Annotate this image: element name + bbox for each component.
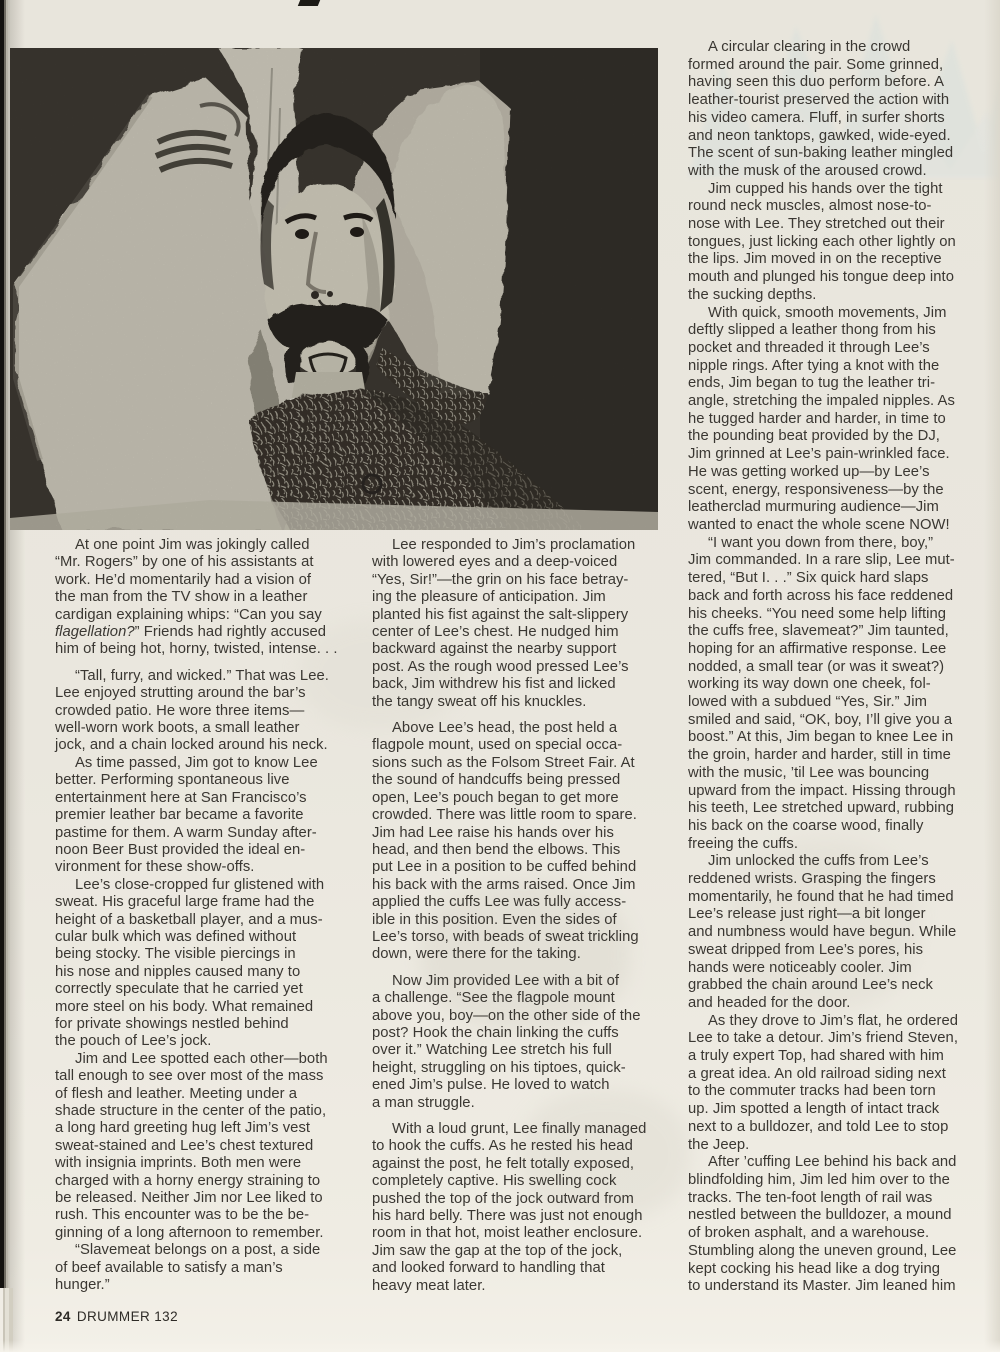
paragraph: After ’cuffing Lee behind his back and blindfolding him, Jim led him over to the tracks. The ten-foot length of rail was nestled between the bulldozer, a mound of broken asphalt, and a warehouse. Stumbling along the uneven ground, Lee kept cocking his head like a dog trying to understand its Master. Jim leaned him xyxy=(688,1154,957,1295)
scan-edge-left xyxy=(0,0,10,1292)
paragraph: With a loud grunt, Lee finally managed to hook the cuffs. As he rested his head against the post, he felt totally exposed, completely captive. His swelling cock pushed the top of the jock outward from his hard belly. There was just not enough room in that hot, moist leather enclosure. Jim saw the gap at the top of the jock, and looked forward to handling that heavy meat later. xyxy=(372,1121,647,1294)
article-photo xyxy=(10,48,658,530)
paragraph: Lee responded to Jim’s proclamation with lowered eyes and a deep-voiced “Yes, Sir!”—the grin on his face betray- ing the pleasure of anticipation. Jim planted his fist against the salt-slippery center of Lee’s chest. He nudged him backward against the nearby support post. As the rough wood pressed Lee’s back, Jim withdrew his fist and licked the tangy sweat off his knuckles. xyxy=(372,537,636,710)
paragraph: With quick, smooth movements, Jim deftly slipped a leather thong from his pocket and threaded it through Lee’s nipple rings. After tying a knot with the ends, Jim began to tug the leather tri- angle, stretching the impaled nipples. As he tugged harder and harder, in time to the pounding beat provided by the DJ, Jim grinned at Lee’s pain-wrinkled face. He was getting worked up—by Lee’s scent, energy, responsiveness—by the leatherclad murmuring audience—Jim wanted to enact the whole scene NOW! xyxy=(688,304,955,533)
scan-edge-bottom xyxy=(0,1340,1000,1352)
article-column-right xyxy=(688,39,990,1296)
paragraph: “Slavemeat belongs on a post, a side of beef available to satisfy a man’s hunger.” xyxy=(55,1242,321,1294)
page-footer xyxy=(55,1309,178,1324)
paragraph: Jim cupped his hands over the tight round neck muscles, almost nose-to- nose with Lee. They stretched out their tongues, just licking each other lightly on the lips. Jim moved in on the receptive mouth and plunged his tongue deep into the sucking depths. xyxy=(688,180,956,303)
scan-mark-top xyxy=(298,0,320,6)
paragraph: Jim unlocked the cuffs from Lee’s reddened wrists. Grasping the fingers momentarily, he found that he had timed Lee’s release just right—a bit longer and numbness would have begun. While sweat dripped from Lee’s pores, his hands were noticeably cooler. Jim grabbed the chain around Lee’s neck and headed for the door. xyxy=(688,853,957,1011)
halftone-photo-illustration xyxy=(10,48,658,530)
paragraph: “Tall, furry, and wicked.” That was Lee. Lee enjoyed strutting around the bar’s crowded patio. He wore three items— well-worn work boots, a small leather jock, and a chain locked around his neck. xyxy=(55,667,329,754)
paragraph: “I want you down from there, boy,” Jim commanded. In a rare slip, Lee mut- tered, “But I. . .” Six quick hard slaps back and forth across his face reddened his cheeks. “You need some help lifting the cuffs free, slavemeat?” Jim taunted, hoping for an affirmative response. Lee nodded, a small tear (or was it sweat?) working its way down one cheek, fol- lowed with a subdued “Yes, Sir.” Jim smiled and said, “OK, boy, I’ll give you a boost.” At this, Jim began to knee Lee in the groin, harder and harder, still in time with the music, ’til Lee was bouncing upward from the impact. Hissing through his teeth, Lee stretched upward, rubbing his back on the coarse wood, finally freeing the cuffs. xyxy=(688,534,956,852)
page-number: 24 xyxy=(55,1309,71,1324)
paragraph: A circular clearing in the crowd formed around the pair. Some grinned, having seen this duo perform before. A leather-tourist preserved the action with his video camera. Fluff, in surfer shorts and neon tanktops, gawked, wide-eyed. The scent of sun-baking leather mingled with the musk of the aroused crowd. xyxy=(688,39,954,179)
paragraph: Lee’s close-cropped fur glistened with sweat. His graceful large frame had the height of a basketball player, and a mus- cular bulk which was defined without being stocky. The visible piercings in his nose and nipples caused many to correctly speculate that he carried yet more steel on his body. What remained for private showings nestled behind the pouch of Lee’s jock. xyxy=(55,876,325,1050)
paragraph: Now Jim provided Lee with a bit of a challenge. “See the flagpole mount above you, boy—on the other side of the post? Hook the chain linking the cuffs over it.” Watching Lee stretch his full height, struggling on his tiptoes, quick- ened Jim’s pulse. He loved to watch a man struggle. xyxy=(372,972,641,1111)
paragraph: At one point Jim was jokingly called “Mr. Rogers” by one of his assistants at work. He’d momentarily had a vision of the man from the TV show in a leather cardigan explaining whips: “Can you say flagellation?” Friends had rightly accused him of being hot, horny, twisted, intense. . . xyxy=(55,537,338,658)
article-column-middle xyxy=(372,537,680,1295)
paragraph: Above Lee’s head, the post held a flagpole mount, used on special occa- sions such as the Folsom Street Fair. At the sound of handcuffs being pressed open, Lee’s pouch began to get more crowded. There was little room to spare. Jim had Lee raise his hands over his head, and then bend the elbows. This put Lee in a position to be cuffed behind his back with the arms raised. Once Jim applied the cuffs Lee was fully access- ible in this position. Even the sides of Lee’s torso, with beads of sweat trickling down, were there for the taking. xyxy=(372,720,639,963)
magazine-title: DRUMMER 132 xyxy=(76,1309,178,1324)
article-column-left xyxy=(55,537,363,1294)
paragraph: As they drove to Jim’s flat, he ordered Lee to take a detour. Jim’s friend Steven, a truly expert Top, had shared with him a great idea. An old railroad siding next to the commuter tracks had been torn up. Jim spotted a length of intact track next to a bulldozer, and told Lee to stop the Jeep. xyxy=(688,1012,959,1153)
paragraph: As time passed, Jim got to know Lee better. Performing spontaneous live entertainment here at San Francisco’s premier leather bar became a favorite pastime for them. A warm Sunday after- noon Beer Bust provided the ideal en- vironment for these show-offs. xyxy=(55,754,318,876)
paragraph: Jim and Lee spotted each other—both tall enough to see over most of the mass of flesh and leather. Meeting under a shade structure in the center of the patio, a long hard greeting hug left Jim’s vest sweat-stained and Lee’s chest textured with insignia imprints. Both men were charged with a horny energy straining to be released. Neither Jim nor Lee liked to rush. This encounter was to be the be- ginning of a long afternoon to remember. xyxy=(55,1050,328,1241)
